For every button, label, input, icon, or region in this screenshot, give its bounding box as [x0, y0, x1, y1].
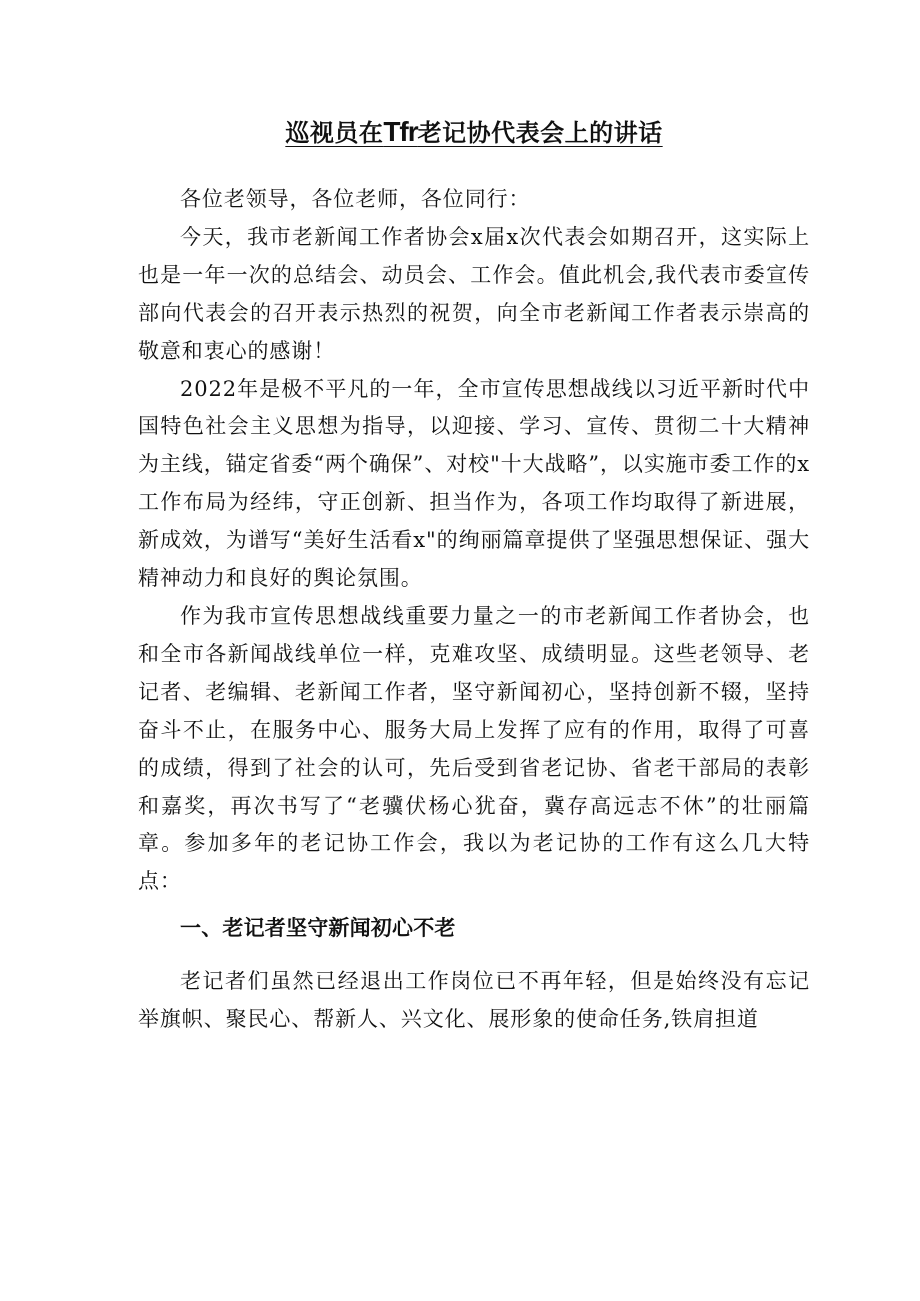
year-review-paragraph: 2022年是极不平凡的一年，全市宣传思想战线以习近平新时代中国特色社会主义思想为指导，以迎接、学习、宣传、贯彻二十大精神为主线，锚定省委“两个确保”、对校"十大战略”，以实施市委工作的x工作布局为经纬，守正创新、担当作为，各项工作均取得了新进展，新成效，为谱写“美好生活看x"的绚丽篇章提供了坚强思想保证、强大精神动力和良好的舆论氛围。 — [138, 376, 810, 591]
title-prefix: 巡视员在 — [285, 118, 384, 147]
document-body — [138, 181, 810, 1039]
title-suffix: 老记协代表会上的讲话 — [417, 118, 663, 147]
association-paragraph: 作为我市宣传思想战线重要力量之一的市老新闻工作者协会，也和全市各新闻战线单位一样，克难攻坚、成绩明显。这些老领导、老记者、老编辑、老新闻工作者，坚守新闻初心，坚持创新不辍，坚持奋斗不止，在服务中心、服务大局上发挥了应有的作用，取得了可喜的成绩，得到了社会的认可，先后受到省老记协、省老干部局的表彰和嘉奖，再次书写了“老骥伏杨心犹奋，冀存高远志不休”的壮丽篇章。参加多年的老记协工作会，我以为老记协的工作有这么几大特点： — [138, 603, 810, 894]
document-title — [138, 114, 810, 151]
greeting-paragraph: 各位老领导，各位老师，各位同行： — [180, 187, 531, 211]
section-paragraph: 老记者们虽然已经退出工作岗位已不再年轻，但是始终没有忘记举旗帜、聚民心、帮新人、兴文化、展形象的使命任务,铁肩担道 — [138, 969, 810, 1032]
title-latin-fragment: Tfr — [383, 116, 418, 147]
opening-paragraph: 今天，我市老新闻工作者协会x届x次代表会如期召开，这实际上也是一年一次的总结会、动员会、工作会。值此机会,我代表市委宣传部向代表会的召开表示热烈的祝贺，向全市老新闻工作者表示崇高的敬意和衷心的感谢！ — [138, 224, 810, 363]
section-heading: 一、老记者坚守新闻初心不老 — [180, 916, 456, 941]
